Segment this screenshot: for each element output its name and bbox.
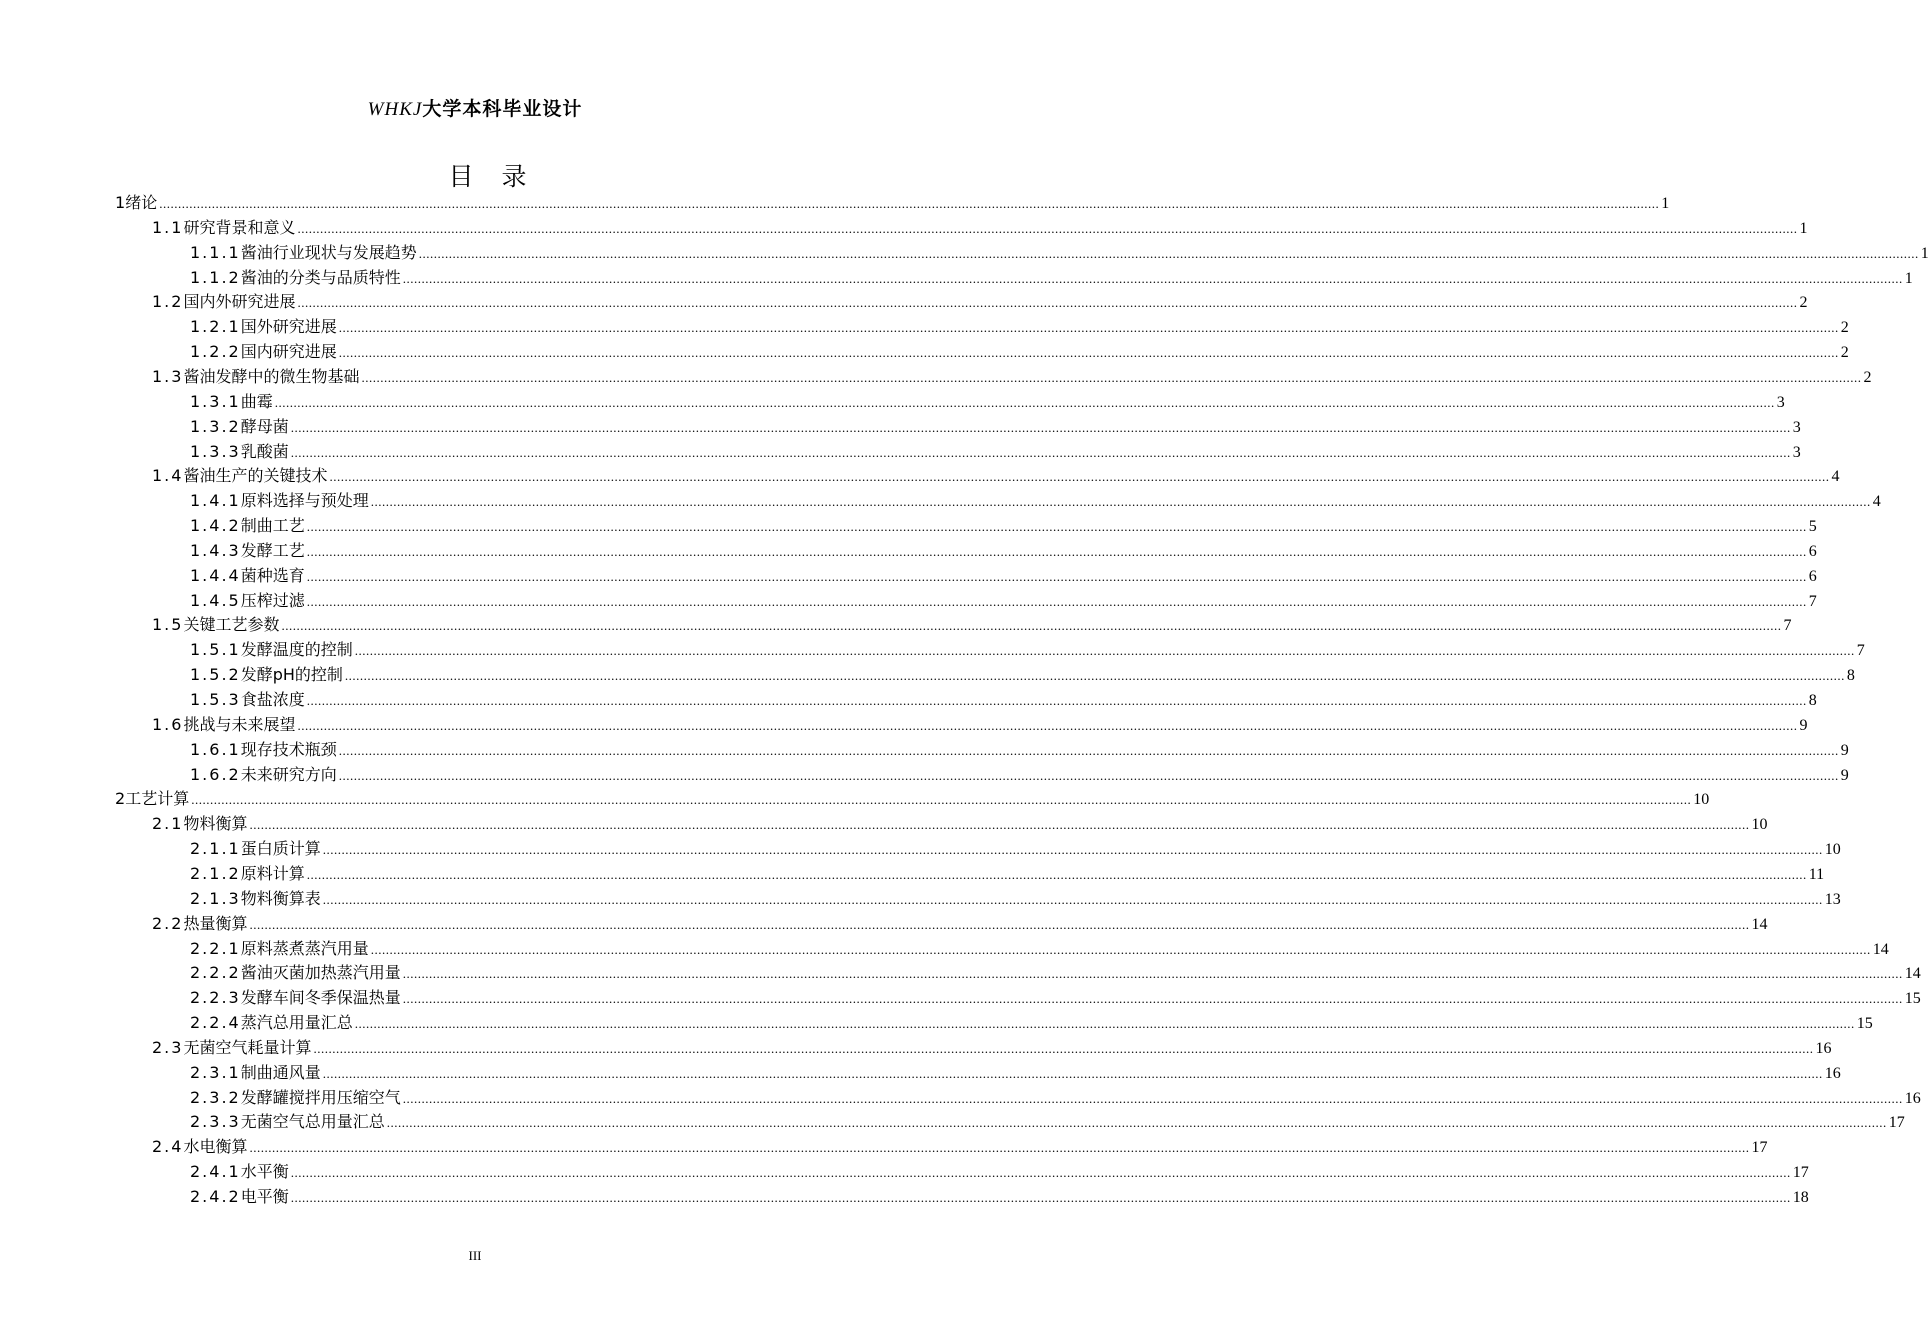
toc-entry-number: 1.4.2	[190, 516, 241, 536]
toc-entry-page: 10	[1824, 841, 1841, 859]
toc-entry[interactable]	[190, 862, 1825, 886]
toc-entry-page: 8	[1846, 667, 1855, 685]
toc-dot-leader: ................................................................................................................................................................................................................................................................................................................................................................................................................	[191, 792, 1692, 808]
toc-entry[interactable]	[152, 713, 1808, 737]
toc-entry-number: 2.4.2	[190, 1187, 241, 1206]
toc-entry-page: 17	[1792, 1164, 1809, 1182]
toc-entry-page: 5	[1808, 518, 1817, 536]
toc-entry-title: 水电衡算	[183, 1137, 248, 1157]
toc-entry-title: 电平衡	[240, 1187, 289, 1206]
toc-entry-number: 1.5.2	[190, 665, 241, 685]
toc-entry-page: 1	[1799, 219, 1808, 237]
toc-entry-page: 18	[1792, 1189, 1809, 1206]
toc-entry-title: 发酵车间冬季保温热量	[240, 988, 401, 1008]
toc-entry-page: 1	[1920, 244, 1929, 262]
toc-entry-page: 15	[1856, 1015, 1873, 1033]
toc-entry[interactable]	[190, 837, 1841, 861]
toc-entry-title: 酱油的分类与品质特性	[240, 267, 401, 287]
toc-entry[interactable]	[190, 1110, 1905, 1134]
toc-entry[interactable]	[152, 613, 1792, 637]
toc-dot-leader: ................................................................................................................................................................................................................................................................................................................................................................................................................	[306, 693, 1807, 708]
toc-entry[interactable]	[115, 191, 1670, 215]
toc-entry-page: 11	[1808, 865, 1825, 883]
toc-entry-title: 发酵罐搅拌用压缩空气	[240, 1087, 401, 1107]
toc-dot-leader: ................................................................................................................................................................................................................................................................................................................................................................................................................	[290, 1165, 1791, 1181]
toc-entry-page: 2	[1840, 319, 1849, 337]
toc-entry-page: 6	[1808, 542, 1817, 560]
toc-entry-number: 1.3.1	[190, 391, 241, 411]
toc-entry-number: 1.5	[152, 615, 184, 635]
toc-title: 目 录	[448, 162, 537, 191]
toc-entry-title: 曲霉	[240, 391, 273, 411]
toc-entry-number: 2.2.3	[190, 988, 241, 1008]
document-header	[0, 94, 950, 121]
toc-entry-number: 1.3	[152, 366, 184, 386]
toc-entry-title: 酱油发酵中的微生物基础	[183, 366, 360, 386]
toc-entry-page: 14	[1904, 965, 1921, 983]
toc-entry-page: 14	[1751, 915, 1768, 933]
toc-entry-number: 2.2	[152, 913, 184, 933]
toc-entry[interactable]	[190, 1185, 1809, 1209]
toc-entry[interactable]	[115, 787, 1710, 811]
toc-entry-number: 1.6.1	[190, 739, 241, 759]
toc-entry-number: 1.1.2	[190, 267, 241, 287]
toc-entry-number: 1.3.2	[190, 416, 241, 436]
toc-dot-leader: ................................................................................................................................................................................................................................................................................................................................................................................................................	[306, 568, 1807, 584]
toc-entry-page: 8	[1808, 692, 1817, 709]
toc-entry[interactable]	[152, 1036, 1832, 1060]
toc-entry-title: 蛋白质计算	[240, 839, 321, 859]
toc-entry-number: 2.2.2	[190, 963, 241, 983]
toc-dot-leader: ................................................................................................................................................................................................................................................................................................................................................................................................................	[249, 916, 1750, 932]
toc-entry[interactable]	[190, 688, 1817, 712]
toc-dot-leader: ................................................................................................................................................................................................................................................................................................................................................................................................................	[290, 1190, 1791, 1205]
toc-entry[interactable]	[190, 1086, 1921, 1110]
header-chinese: 大学本科毕业设计	[422, 98, 583, 120]
toc-entry[interactable]	[190, 1061, 1841, 1085]
toc-dot-leader: ................................................................................................................................................................................................................................................................................................................................................................................................................	[361, 369, 1862, 385]
toc-entry[interactable]	[152, 912, 1768, 936]
toc-dot-leader: ................................................................................................................................................................................................................................................................................................................................................................................................................	[402, 270, 1903, 286]
toc-dot-leader: ................................................................................................................................................................................................................................................................................................................................................................................................................	[281, 618, 1782, 634]
toc-entry-title: 现存技术瓶颈	[240, 739, 337, 759]
toc-entry[interactable]	[152, 216, 1808, 240]
toc-dot-leader: ................................................................................................................................................................................................................................................................................................................................................................................................................	[297, 220, 1798, 236]
toc-entry[interactable]	[152, 1135, 1768, 1159]
toc-dot-leader: ................................................................................................................................................................................................................................................................................................................................................................................................................	[306, 543, 1807, 559]
toc-dot-leader: ................................................................................................................................................................................................................................................................................................................................................................................................................	[370, 941, 1871, 957]
toc-entry-title: 酱油生产的关键技术	[183, 466, 328, 486]
toc-entry-page: 10	[1693, 791, 1710, 809]
toc-entry-number: 2.4.1	[190, 1162, 241, 1182]
toc-entry-title: 制曲通风量	[240, 1062, 321, 1082]
toc-entry[interactable]	[190, 961, 1921, 985]
toc-entry-title: 乳酸菌	[240, 441, 289, 461]
toc-entry-title: 压榨过滤	[240, 590, 305, 610]
toc-entry[interactable]	[190, 514, 1817, 538]
toc-entry[interactable]	[190, 241, 1929, 265]
toc-dot-leader: ................................................................................................................................................................................................................................................................................................................................................................................................................	[370, 494, 1871, 510]
toc-entry-title: 发酵pH的控制	[240, 665, 343, 685]
toc-entry[interactable]	[190, 539, 1817, 563]
toc-entry-number: 1.4.5	[190, 590, 241, 610]
toc-entry[interactable]	[190, 340, 1849, 364]
toc-dot-leader: ................................................................................................................................................................................................................................................................................................................................................................................................................	[386, 1115, 1887, 1131]
toc-entry-number: 1.5.3	[190, 690, 241, 709]
toc-entry-title: 未来研究方向	[240, 764, 337, 784]
toc-entry-title: 国外研究进展	[240, 317, 337, 337]
toc-entry[interactable]	[190, 887, 1841, 911]
toc-entry-title: 水平衡	[240, 1162, 289, 1182]
toc-entry-number: 2.3.3	[190, 1112, 241, 1132]
toc-dot-leader: ................................................................................................................................................................................................................................................................................................................................................................................................................	[322, 842, 1823, 858]
toc-entry-title: 无菌空气耗量计算	[183, 1037, 312, 1057]
toc-dot-leader: ................................................................................................................................................................................................................................................................................................................................................................................................................	[297, 295, 1798, 311]
toc-entry-number: 2.1.2	[190, 863, 241, 883]
toc-entry-page: 10	[1751, 816, 1768, 834]
toc-entry[interactable]	[190, 589, 1817, 613]
toc-entry-title: 热量衡算	[183, 913, 248, 933]
toc-dot-leader: ................................................................................................................................................................................................................................................................................................................................................................................................................	[322, 891, 1823, 907]
toc-entry-title: 关键工艺参数	[183, 615, 280, 635]
toc-entry-number: 1.2	[152, 292, 184, 312]
toc-entry-page: 9	[1799, 716, 1808, 734]
toc-entry-title: 食盐浓度	[240, 690, 305, 709]
toc-entry-page: 7	[1808, 592, 1817, 610]
toc-dot-leader: ................................................................................................................................................................................................................................................................................................................................................................................................................	[322, 1065, 1823, 1081]
toc-dot-leader: ................................................................................................................................................................................................................................................................................................................................................................................................................	[249, 817, 1750, 833]
toc-entry[interactable]	[190, 415, 1801, 439]
toc-entry-title: 国内研究进展	[240, 342, 337, 362]
toc-entry-title: 研究背景和意义	[183, 217, 296, 237]
toc-dot-leader: ................................................................................................................................................................................................................................................................................................................................................................................................................	[338, 742, 1839, 758]
toc-entry-number: 1.1	[152, 217, 184, 237]
toc-entry-page: 13	[1824, 890, 1841, 908]
toc-entry-number: 1	[115, 193, 126, 212]
toc-dot-leader: ................................................................................................................................................................................................................................................................................................................................................................................................................	[306, 866, 1807, 882]
page-number: III	[468, 1248, 482, 1263]
toc-entry[interactable]	[190, 763, 1849, 787]
toc-entry-number: 1.6	[152, 714, 184, 734]
toc-entry-title: 蒸汽总用量汇总	[240, 1013, 353, 1033]
toc-entry-number: 1.4.3	[190, 540, 241, 560]
toc-entry-page: 15	[1904, 990, 1921, 1008]
toc-entry-title: 工艺计算	[125, 789, 190, 809]
toc-entry-page: 6	[1808, 567, 1817, 585]
toc-entry-page: 2	[1863, 368, 1872, 386]
toc-dot-leader: ................................................................................................................................................................................................................................................................................................................................................................................................................	[306, 593, 1807, 609]
toc-entry-number: 2.1	[152, 814, 184, 834]
toc-entry-title: 发酵温度的控制	[240, 640, 353, 660]
toc-dot-leader: ................................................................................................................................................................................................................................................................................................................................................................................................................	[354, 643, 1855, 659]
toc-entry-page: 2	[1840, 344, 1849, 362]
toc-entry-number: 1.4.4	[190, 565, 241, 585]
toc-entry-number: 1.1.1	[190, 242, 241, 262]
toc-entry-number: 1.3.3	[190, 441, 241, 461]
toc-entry[interactable]	[190, 663, 1855, 687]
toc-entry-title: 酵母菌	[240, 416, 289, 436]
toc-entry-page: 1	[1904, 269, 1913, 287]
toc-entry-page: 17	[1751, 1139, 1768, 1157]
toc-entry[interactable]	[152, 365, 1872, 389]
toc-entry-title: 挑战与未来展望	[183, 714, 296, 734]
toc-entry-number: 1.4.1	[190, 491, 241, 511]
toc-entry-title: 绪论	[125, 193, 158, 212]
toc-dot-leader: ................................................................................................................................................................................................................................................................................................................................................................................................................	[159, 196, 1660, 211]
toc-entry[interactable]	[190, 1011, 1873, 1035]
toc-dot-leader: ................................................................................................................................................................................................................................................................................................................................................................................................................	[313, 1040, 1814, 1056]
toc-dot-leader: ................................................................................................................................................................................................................................................................................................................................................................................................................	[402, 1090, 1903, 1106]
toc-entry[interactable]	[190, 390, 1785, 414]
toc-entry-number: 2.3.2	[190, 1087, 241, 1107]
toc-dot-leader: ................................................................................................................................................................................................................................................................................................................................................................................................................	[297, 717, 1798, 733]
toc-entry-title: 无菌空气总用量汇总	[240, 1112, 385, 1132]
toc-entry-title: 菌种选育	[240, 565, 305, 585]
toc-entry-number: 2.2.1	[190, 938, 241, 958]
toc-entry[interactable]	[190, 937, 1889, 961]
toc-entry[interactable]	[190, 638, 1865, 662]
toc-dot-leader: ................................................................................................................................................................................................................................................................................................................................................................................................................	[338, 345, 1839, 361]
toc-entry[interactable]	[152, 812, 1768, 836]
toc-entry-title: 酱油行业现状与发展趋势	[240, 242, 417, 262]
toc-entry-page: 16	[1824, 1064, 1841, 1082]
toc-entry-page: 7	[1783, 617, 1792, 635]
toc-dot-leader: ................................................................................................................................................................................................................................................................................................................................................................................................................	[249, 1140, 1750, 1156]
toc-dot-leader: ................................................................................................................................................................................................................................................................................................................................................................................................................	[418, 245, 1919, 261]
toc-entry-title: 酱油灭菌加热蒸汽用量	[240, 963, 401, 983]
toc-entry-number: 2.3	[152, 1037, 184, 1057]
toc-dot-leader: ................................................................................................................................................................................................................................................................................................................................................................................................................	[274, 394, 1775, 410]
toc-entry-number: 1.2.1	[190, 317, 241, 337]
toc-entry[interactable]	[152, 290, 1808, 314]
toc-entry-title: 物料衡算	[183, 814, 248, 834]
header-latin: WHKJ	[367, 99, 423, 120]
toc-entry[interactable]	[190, 489, 1881, 513]
toc-entry-number: 1.5.1	[190, 640, 241, 660]
toc-dot-leader: ................................................................................................................................................................................................................................................................................................................................................................................................................	[344, 668, 1845, 684]
toc-dot-leader: ................................................................................................................................................................................................................................................................................................................................................................................................................	[306, 519, 1807, 535]
toc-entry-page: 9	[1840, 741, 1849, 759]
toc-entry-page: 1	[1661, 195, 1670, 212]
toc-entry-page: 2	[1799, 294, 1808, 312]
toc-entry-number: 2.1.1	[190, 839, 241, 859]
toc-entry-page: 3	[1792, 418, 1801, 436]
toc-entry-number: 1.2.2	[190, 342, 241, 362]
toc-entry-page: 3	[1792, 443, 1801, 461]
toc-entry-page: 16	[1815, 1039, 1832, 1057]
toc-entry-number: 2.4	[152, 1137, 184, 1157]
toc-dot-leader: ................................................................................................................................................................................................................................................................................................................................................................................................................	[290, 419, 1791, 435]
toc-entry-number: 1.6.2	[190, 764, 241, 784]
toc-dot-leader: ................................................................................................................................................................................................................................................................................................................................................................................................................	[402, 991, 1903, 1007]
toc-entry-number: 2	[115, 789, 126, 809]
toc-entry-page: 14	[1872, 940, 1889, 958]
toc-dot-leader: ................................................................................................................................................................................................................................................................................................................................................................................................................	[338, 320, 1839, 336]
toc-entry-number: 2.2.4	[190, 1013, 241, 1033]
toc-entry-number: 2.1.3	[190, 888, 241, 908]
toc-entry-page: 4	[1872, 493, 1881, 511]
toc-dot-leader: ................................................................................................................................................................................................................................................................................................................................................................................................................	[329, 469, 1830, 485]
toc-dot-leader: ................................................................................................................................................................................................................................................................................................................................................................................................................	[338, 767, 1839, 783]
toc-dot-leader: ................................................................................................................................................................................................................................................................................................................................................................................................................	[354, 1016, 1855, 1032]
toc-entry-title: 原料选择与预处理	[240, 491, 369, 511]
toc-entry[interactable]	[190, 738, 1849, 762]
toc-entry-page: 4	[1831, 468, 1840, 486]
toc-entry-title: 制曲工艺	[240, 516, 305, 536]
toc-entry-title: 发酵工艺	[240, 540, 305, 560]
toc-entry[interactable]	[190, 266, 1913, 290]
toc-entry-page: 3	[1776, 393, 1785, 411]
toc-entry[interactable]	[190, 564, 1817, 588]
toc-entry-page: 9	[1840, 766, 1849, 784]
toc-entry-title: 原料蒸煮蒸汽用量	[240, 938, 369, 958]
toc-dot-leader: ................................................................................................................................................................................................................................................................................................................................................................................................................	[290, 444, 1791, 460]
toc-entry-title: 原料计算	[240, 863, 305, 883]
toc-entry[interactable]	[190, 1160, 1809, 1184]
toc-entry-page: 7	[1856, 642, 1865, 660]
toc-entry-title: 物料衡算表	[240, 888, 321, 908]
toc-entry-number: 2.3.1	[190, 1062, 241, 1082]
toc-entry[interactable]	[152, 464, 1840, 488]
toc-entry[interactable]	[190, 315, 1849, 339]
toc-entry[interactable]	[190, 986, 1921, 1010]
toc-entry[interactable]	[190, 440, 1801, 464]
toc-entry-number: 1.4	[152, 466, 184, 486]
toc-entry-title: 国内外研究进展	[183, 292, 296, 312]
toc-entry-page: 16	[1904, 1089, 1921, 1107]
toc-entry-page: 17	[1888, 1114, 1905, 1132]
toc-dot-leader: ................................................................................................................................................................................................................................................................................................................................................................................................................	[402, 966, 1903, 982]
